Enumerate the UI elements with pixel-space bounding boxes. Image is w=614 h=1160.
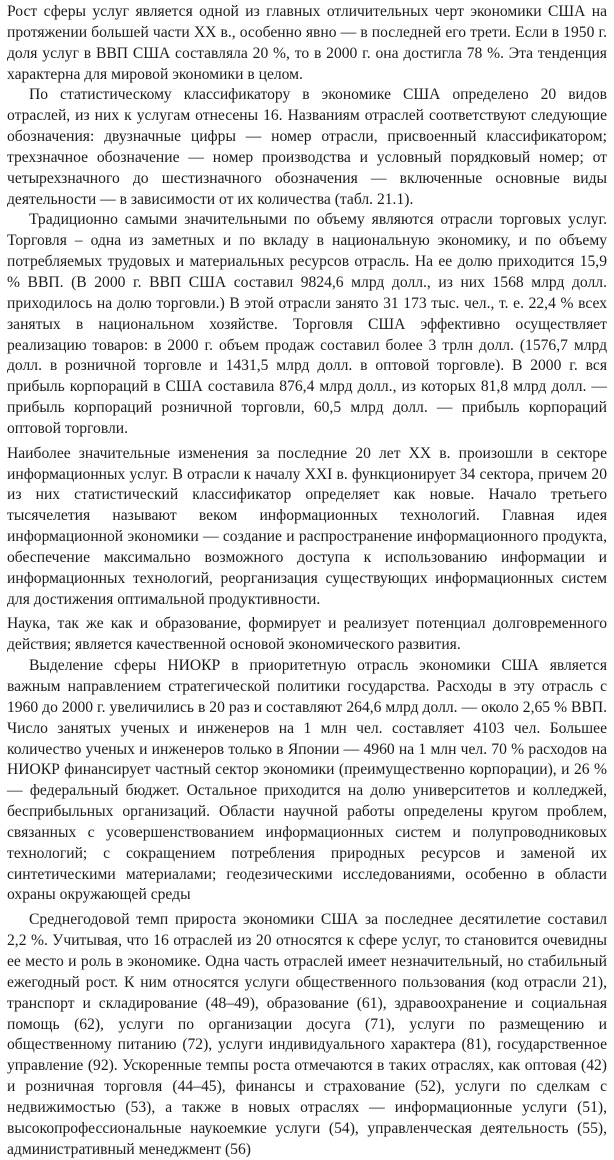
paragraph-trade: Традиционно самыми значительными по объему являются отрасли торговых услуг. Торговля – одна из заметных и по вкладу в национальную экономику, и по объему потребляемых трудовых и материальных ресурсов отрасль. На ее долю приходится 15,9 % ВВП. (В 2000 г. ВВП США составил 9824,6 млрд долл., из них 1568 млрд долл. приходилось на долю торговли.) В этой отрасли занято 31 173 тыс. чел., т. е. 22,4 % всех занятых в национальном хозяйстве. Торговля США эффективно осуществляет реализацию товаров: в 2000 г. объем продаж составил более 3 трлн долл. (1576,7 млрд долл. в розничной торговле и 1431,5 млрд долл. в оптовой торговле). В 2000 г. вся прибыль корпораций в США составила 876,4 млрд долл., из которых 81,8 млрд долл. — прибыль корпораций розничной торговли, 60,5 млрд долл. — прибыль корпораций оптовой торговли. [7,211,607,437]
paragraph-classifier: По статистическому классификатору в экономике США определено 20 видов отраслей, из них к услугам отнесены 16. Названиям отраслей соответствуют следующие обозначения: двузначные цифры — номер отрасли, присвоенный классификатором; трехзначное обозначение — номер производства и условный порядковый номер; от четырехзначного до шестизначного обозначения — включенные основные виды деятельности — в зависимости от их количества (табл. 21.1). [7,86,607,208]
paragraph-information-services: Наиболее значительные изменения за последние 20 лет XX в. произошли в секторе информационных услуг. В отрасли к началу XXI в. функционирует 34 сектора, причем 20 из них статистический классификатор определяет как новые. Начало третьего тысячелетия называют веком информационных технологий. Главная идея информационной экономики — создание и распространение информационного продукта, обеспечение максимально возможного доступа к использованию информации и информационных технологий, реорганизация существующих информационных систем для достижения оптимальной продуктивности. [7,444,607,608]
paragraph-rnd: Выделение сферы НИОКР в приоритетную отрасль экономики США является важным направлением стратегической политики государства. Расходы в эту отрасль с 1960 до 2000 г. увеличились в 20 раз и составляют 264,6 млрд долл. — около 2,65 % ВВП. Число занятых ученых и инженеров на 1 млн чел. составляет 4103 чел. Большее количество ученых и инженеров только в Японии — 4960 на 1 млн чел. 70 % расходов на НИОКР финансирует частный сектор экономики (преимущественно корпорации), и 26 % — федеральный бюджет. Остальное приходится на долю университетов и колледжей, бесприбыльных организаций. Области научной работы определены кругом проблем, связанных с усовершенствованием информационных систем и полупроводниковых технологий; с сокращением потребления природных ресурсов и заменой их синтетическими материалами; геодезическими исследованиями, особенно в области охраны окружающей среды [7,657,607,904]
paragraph-growth-rate: Среднегодовой темп прироста экономики США за последнее десятилетие составил 2,2 %. Учитывая, что 16 отраслей из 20 относятся к сфере услуг, то становится очевидны ее место и роль в экономике. Одна часть отраслей имеет незначительный, но стабильный ежегодный рост. К ним относятся услуги общественного пользования (код отрасли 21), транспорт и складирование (48–49), образование (61), здравоохранение и социальная помощь (62), услуги по организации досуга (71), услуги по размещению и общественному питанию (72), услуги индивидуального характера (81), государственное управление (92). Ускоренные темпы роста отмечаются в таких отраслях, как оптовая (42) и розничная торговля (44–45), финансы и страхование (52), услуги по сделкам с недвижимостью (53), а также в новых отраслях — информационные услуги (51), высокопрофессиональные наукоемкие услуги (54), управленческая деятельность (55), административный менеджмент (56) [7,911,607,1158]
paragraph-services-growth: Рост сферы услуг является одной из главных отличительных черт экономики США на протяжении большей части XX в., особенно явно — в последней его трети. Если в 1950 г. доля услуг в ВВП США составляла 20 %, то в 2000 г. она достигла 78 %. Эта тенденция характерна для мировой экономики в целом. [7,3,607,83]
document-page [7,2,607,1160]
paragraph-science-education: Наука, так же как и образование, формирует и реализует потенциал долговременного действия; является качественной основой экономического развития. [7,615,607,654]
